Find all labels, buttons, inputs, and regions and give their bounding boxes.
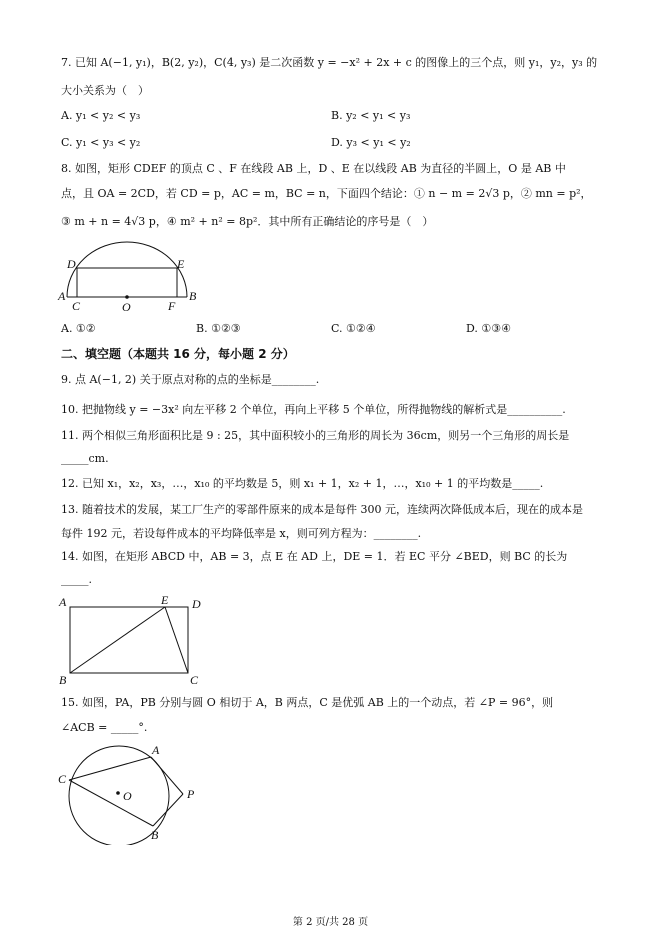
q14-label-a: A [59,595,67,609]
q8-option-b: B. ①②③ [196,322,241,335]
q15-line2: ∠ACB = _____°. [61,721,148,734]
q7-option-d: D. y₃ < y₁ < y₂ [331,136,411,149]
q15-line1: 15. 如图，PA，PB 分别与圆 O 相切于 A，B 两点，C 是优弧 AB 上的一个动点，若 ∠P = 96°，则 [61,696,554,709]
q8-rectangle [77,268,177,297]
q8-line1: 8. 如图，矩形 CDEF 的顶点 C 、F 在线段 AB 上，D 、E 在以线段 AB 为直径的半圆上，O 是 AB 中 [61,162,566,175]
q15-label-b: B [151,828,159,842]
q14-line1: 14. 如图，在矩形 ABCD 中，AB = 3，点 E 在 AD 上，DE = 1．若 EC 平分 ∠BED，则 BC 的长为 [61,550,568,563]
q15-center-dot [116,791,120,795]
q8-semicircle [67,242,187,297]
q15-tangent-pb [153,794,183,826]
q8-option-a: A. ①② [61,322,96,335]
q8-option-d: D. ①③④ [466,322,512,335]
q7-option-b: B. y₂ < y₁ < y₃ [331,109,411,122]
q15-label-o: O [123,789,132,803]
q15-label-p: P [187,787,195,801]
q7-line2: 大小关系为（ ） [61,84,149,97]
page-footer: 第 2 页/共 28 页 [292,917,369,928]
q14-segment-be [70,607,165,673]
section-heading: 二、填空题（本题共 16 分，每小题 2 分） [61,347,295,361]
q8-label-b: B [189,289,197,303]
q11-line2: _____cm. [61,452,109,465]
q8-center-dot [125,295,129,299]
q14-figure [55,592,215,687]
q14-segment-ec [165,607,188,673]
q8-label-a: A [58,289,66,303]
q8-label-c: C [72,299,81,313]
q15-segment-ca [69,757,151,780]
q13-line1: 13. 随着技术的发展，某工厂生产的零部件原来的成本是每件 300 元，连续两次降低成本后，现在的成本是 [61,503,583,516]
q15-figure [55,740,215,845]
q8-figure [55,230,205,315]
q15-segment-cb [69,780,153,826]
q10-line: 10. 把抛物线 y = −3x² 向左平移 2 个单位，再向上平移 5 个单位，所得抛物线的解析式是__________. [61,403,566,416]
q8-label-e: E [177,257,185,271]
q15-tangent-pa [151,757,183,794]
q13-line2: 每件 192 元，若设每件成本的平均降低率是 x，则可列方程为：________. [61,527,422,540]
q7-option-c: C. y₁ < y₃ < y₂ [61,136,141,149]
q11-line1: 11. 两个相似三角形面积比是 9 : 25，其中面积较小的三角形的周长为 36cm，则另一个三角形的周长是 [61,429,570,442]
q15-label-a: A [152,743,160,757]
q8-option-c: C. ①②④ [331,322,376,335]
q14-label-e: E [161,593,169,607]
q7-option-a: A. y₁ < y₂ < y₃ [61,109,141,122]
q8-label-d: D [67,257,76,271]
q14-label-b: B [59,673,67,687]
q8-label-o: O [122,300,131,314]
q14-label-d: D [192,597,201,611]
q15-label-c: C [58,772,67,786]
q8-line2: 点，且 OA = 2CD，若 CD = p，AC = m，BC = n，下面四个结论：① n − m = 2√3 p，② mn = p²， [61,187,592,200]
q14-line2: _____. [61,573,92,586]
q14-rectangle [70,607,188,673]
q14-label-c: C [190,673,199,687]
q9-line: 9. 点 A(−1, 2) 关于原点对称的点的坐标是________. [61,373,320,386]
q12-line: 12. 已知 x₁，x₂，x₃，…，x₁₀ 的平均数是 5，则 x₁ + 1，x₂ + 1，…，x₁₀ + 1 的平均数是_____. [61,477,544,490]
q8-label-f: F [168,299,176,313]
q8-line3: ③ m + n = 4√3 p，④ m² + n² = 8p²．其中所有正确结论的序号是（ ） [61,215,434,228]
q7-line1: 7. 已知 A(−1, y₁)，B(2, y₂)，C(4, y₃) 是二次函数 y = −x² + 2x + c 的图像上的三个点，则 y₁，y₂，y₃ 的 [61,56,598,69]
